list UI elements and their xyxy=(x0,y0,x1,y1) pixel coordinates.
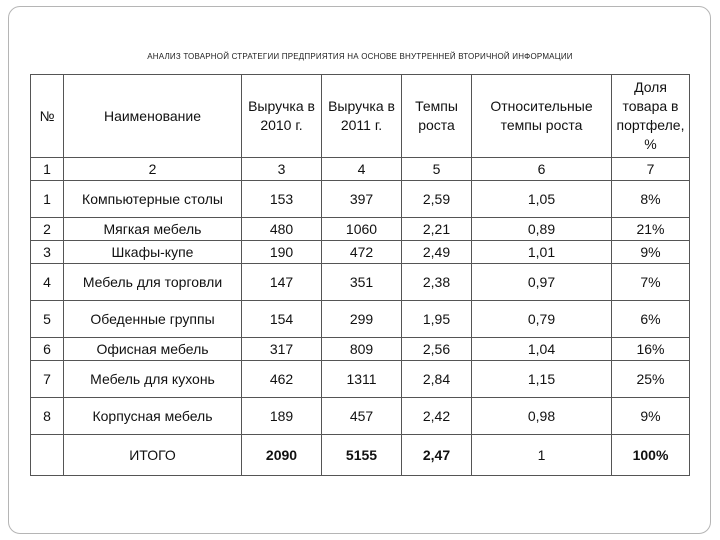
header-share: Доля товара в портфеле, % xyxy=(612,75,690,158)
row-rev2010: 480 xyxy=(242,218,322,241)
row-rev2011: 1311 xyxy=(322,361,402,398)
col-number: 3 xyxy=(242,158,322,181)
row-name: Обеденные группы xyxy=(64,301,242,338)
total-relative: 1 xyxy=(472,435,612,476)
row-name: Мебель для торговли xyxy=(64,264,242,301)
total-number xyxy=(31,435,64,476)
row-growth: 2,49 xyxy=(402,241,472,264)
table-row xyxy=(31,361,690,398)
row-growth: 2,84 xyxy=(402,361,472,398)
header-name: Наименование xyxy=(64,75,242,158)
header-revenue-2011: Выручка в 2011 г. xyxy=(322,75,402,158)
column-number-row xyxy=(31,158,690,181)
row-rev2010: 147 xyxy=(242,264,322,301)
row-relative: 1,15 xyxy=(472,361,612,398)
total-rev2010: 2090 xyxy=(242,435,322,476)
table-row xyxy=(31,218,690,241)
total-rev2011: 5155 xyxy=(322,435,402,476)
header-row xyxy=(31,75,690,158)
row-number: 1 xyxy=(31,181,64,218)
table-row xyxy=(31,181,690,218)
row-relative: 1,01 xyxy=(472,241,612,264)
row-share: 7% xyxy=(612,264,690,301)
row-rev2011: 351 xyxy=(322,264,402,301)
total-growth: 2,47 xyxy=(402,435,472,476)
table-row xyxy=(31,301,690,338)
header-revenue-2010: Выручка в 2010 г. xyxy=(242,75,322,158)
header-number: № xyxy=(31,75,64,158)
row-relative: 0,79 xyxy=(472,301,612,338)
row-relative: 1,04 xyxy=(472,338,612,361)
row-number: 8 xyxy=(31,398,64,435)
header-growth: Темпы роста xyxy=(402,75,472,158)
row-share: 21% xyxy=(612,218,690,241)
row-growth: 2,56 xyxy=(402,338,472,361)
row-rev2010: 190 xyxy=(242,241,322,264)
row-growth: 1,95 xyxy=(402,301,472,338)
row-rev2011: 472 xyxy=(322,241,402,264)
row-rev2011: 1060 xyxy=(322,218,402,241)
row-relative: 1,05 xyxy=(472,181,612,218)
row-relative: 0,89 xyxy=(472,218,612,241)
row-name: Корпусная мебель xyxy=(64,398,242,435)
col-number: 1 xyxy=(31,158,64,181)
row-growth: 2,42 xyxy=(402,398,472,435)
total-row xyxy=(31,435,690,476)
row-name: Мягкая мебель xyxy=(64,218,242,241)
col-number: 7 xyxy=(612,158,690,181)
row-number: 2 xyxy=(31,218,64,241)
table-row xyxy=(31,338,690,361)
row-name: Офисная мебель xyxy=(64,338,242,361)
row-relative: 0,98 xyxy=(472,398,612,435)
row-growth: 2,21 xyxy=(402,218,472,241)
row-growth: 2,38 xyxy=(402,264,472,301)
col-number: 5 xyxy=(402,158,472,181)
table-row xyxy=(31,264,690,301)
row-share: 8% xyxy=(612,181,690,218)
row-rev2011: 809 xyxy=(322,338,402,361)
row-relative: 0,97 xyxy=(472,264,612,301)
row-share: 9% xyxy=(612,241,690,264)
table-row xyxy=(31,241,690,264)
table-row xyxy=(31,398,690,435)
col-number: 6 xyxy=(472,158,612,181)
row-number: 3 xyxy=(31,241,64,264)
header-relative-growth: Относительные темпы роста xyxy=(472,75,612,158)
row-share: 6% xyxy=(612,301,690,338)
row-number: 5 xyxy=(31,301,64,338)
total-label: ИТОГО xyxy=(64,435,242,476)
row-rev2011: 457 xyxy=(322,398,402,435)
row-share: 9% xyxy=(612,398,690,435)
row-number: 7 xyxy=(31,361,64,398)
row-rev2011: 299 xyxy=(322,301,402,338)
row-rev2010: 154 xyxy=(242,301,322,338)
row-rev2010: 317 xyxy=(242,338,322,361)
col-number: 2 xyxy=(64,158,242,181)
row-share: 25% xyxy=(612,361,690,398)
row-number: 6 xyxy=(31,338,64,361)
total-share: 100% xyxy=(612,435,690,476)
data-table xyxy=(30,74,690,476)
row-name: Шкафы-купе xyxy=(64,241,242,264)
row-rev2010: 153 xyxy=(242,181,322,218)
row-share: 16% xyxy=(612,338,690,361)
row-name: Компьютерные столы xyxy=(64,181,242,218)
row-rev2011: 397 xyxy=(322,181,402,218)
page-title: АНАЛИЗ ТОВАРНОЙ СТРАТЕГИИ ПРЕДПРИЯТИЯ НА ОСНОВЕ ВНУТРЕННЕЙ ВТОРИЧНОЙ ИНФОРМАЦИИ xyxy=(147,52,573,61)
row-name: Мебель для кухонь xyxy=(64,361,242,398)
row-rev2010: 189 xyxy=(242,398,322,435)
row-growth: 2,59 xyxy=(402,181,472,218)
row-number: 4 xyxy=(31,264,64,301)
row-rev2010: 462 xyxy=(242,361,322,398)
col-number: 4 xyxy=(322,158,402,181)
